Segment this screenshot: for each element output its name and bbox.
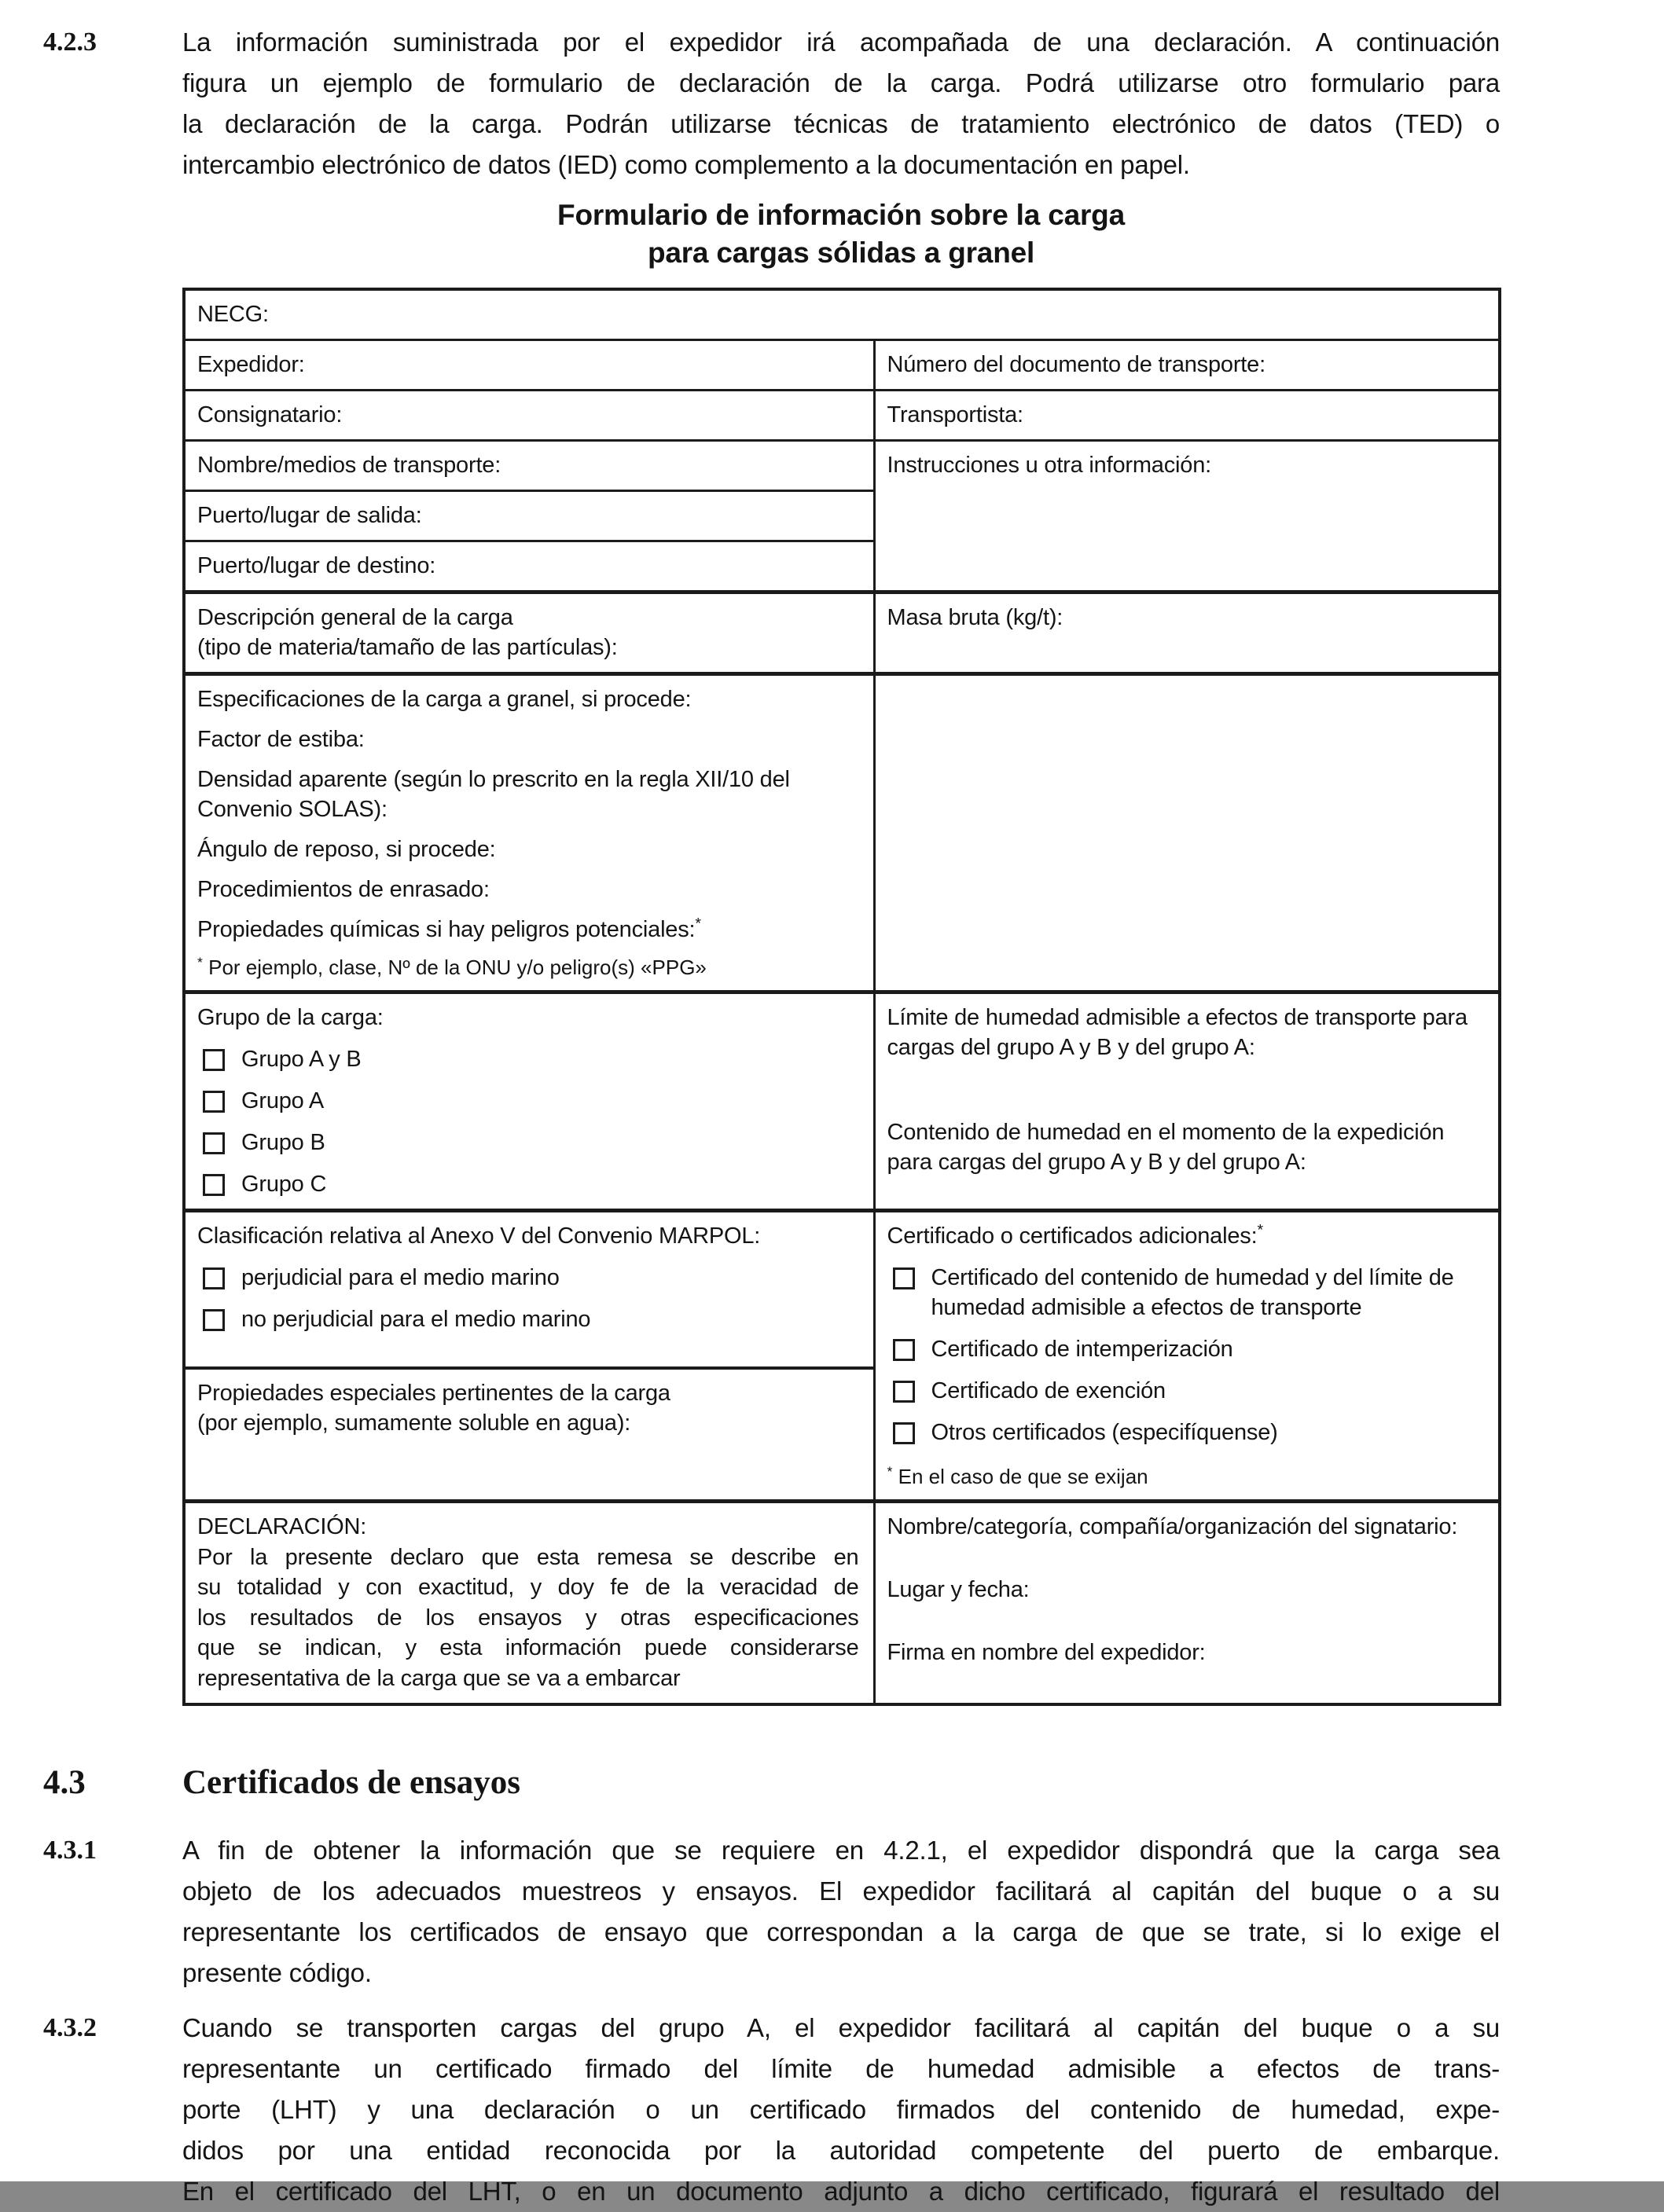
text-line: la declaración de la carga. Podrán utilizarse técnicas de tratamiento electrónico de datos (TED) o	[182, 109, 1500, 138]
declaracion-titulo: DECLARACIÓN:	[197, 1514, 367, 1539]
checkbox-label: no perjudicial para el medio marino	[241, 1307, 591, 1332]
text-line: figura un ejemplo de formulario de declaración de la carga. Podrá utilizarse otro formulario para	[182, 68, 1500, 97]
densidad-aparente: Densidad aparente (según lo prescrito en la regla XII/10 del Convenio SOLAS):	[197, 767, 790, 822]
checkbox-icon	[893, 1267, 915, 1289]
grupo-option	[197, 1169, 859, 1199]
expedidor-cell: Expedidor:	[184, 340, 874, 391]
checkbox-label: Grupo A y B	[241, 1047, 362, 1072]
limite-humedad: Límite de humedad admisible a efectos de transporte para cargas del grupo A y B y del grupo A:	[887, 1005, 1467, 1060]
firma-cell	[874, 1502, 1500, 1705]
text-line: Cuando se transporten cargas del grupo A, el expedidor facilitará al capitán del buque o a su	[182, 2013, 1500, 2042]
row-expedidor	[184, 340, 1500, 391]
text-line: intercambio electrónico de datos (IED) como complemento a la documentación en papel.	[182, 150, 1190, 179]
checkbox-label: Certificado de exención	[931, 1378, 1166, 1403]
contenido-humedad: Contenido de humedad en el momento de la expedición para cargas del grupo A y B y del grupo A:	[887, 1120, 1445, 1175]
paragraph-4-2-3	[43, 22, 1500, 185]
text-line: objeto de los adecuados muestreos y ensayos. El expedidor facilitará al capitán del buque o a su	[182, 1876, 1500, 1906]
cargo-information-form	[182, 288, 1501, 1706]
row-grupo	[184, 992, 1500, 1211]
declaracion-line: representativa de la carga que se va a embarcar	[197, 1665, 681, 1691]
marpol-option	[197, 1304, 859, 1334]
text-line: porte (LHT) y una declaración o un certificado firmados del contenido de humedad, expe-	[182, 2095, 1500, 2124]
firma-nombre: Nombre/categoría, compañía/organización del signatario:	[887, 1514, 1458, 1539]
checkbox-icon	[203, 1309, 225, 1331]
propiedades-cell	[184, 1368, 874, 1502]
grupo-option	[197, 1128, 859, 1157]
section-title: Certificados de ensayos	[182, 1764, 520, 1801]
certificados-footnote: * En el caso de que se exijan	[887, 1463, 1148, 1488]
paragraph-4-3-1	[43, 1830, 1500, 1994]
checkbox-label: Grupo A	[241, 1088, 324, 1113]
row-declaracion	[184, 1502, 1500, 1705]
descripcion-line2: (tipo de materia/tamaño de las partículas):	[197, 635, 618, 660]
certificados-cell	[874, 1211, 1500, 1502]
checkbox-icon	[203, 1267, 225, 1289]
firma-lugar: Lugar y fecha:	[887, 1577, 1030, 1602]
checkbox-icon	[203, 1091, 225, 1113]
declaracion-line: su totalidad y con exactitud, y doy fe de la veracidad de	[197, 1575, 859, 1600]
paragraph-number: 4.3.1	[43, 1836, 97, 1865]
declaracion-line: que se indican, y esta información puede considerarse	[197, 1635, 859, 1660]
checkbox-icon	[203, 1049, 225, 1071]
text-line: La información suministrada por el expedidor irá acompañada de una declaración. A continuación	[182, 28, 1500, 57]
procedimientos-enrasado: Procedimientos de enrasado:	[197, 877, 490, 902]
text-line: didos por una entidad reconocida por la autoridad competente del puerto de embarque.	[182, 2136, 1500, 2165]
grupo-option	[197, 1086, 859, 1116]
form-title-line2: para cargas sólidas a granel	[647, 237, 1035, 269]
especificaciones-cell	[184, 674, 874, 992]
text-line: A fin de obtener la información que se requiere en 4.2.1, el expedidor dispondrá que la carga sea	[182, 1836, 1500, 1865]
certificado-option	[887, 1334, 1485, 1364]
paragraph-number: 4.3.2	[43, 2013, 97, 2042]
checkbox-icon	[893, 1422, 915, 1444]
firma-firma: Firma en nombre del expedidor:	[887, 1640, 1206, 1665]
descripcion-line1: Descripción general de la carga	[197, 605, 513, 630]
certificado-option	[887, 1418, 1485, 1447]
grupo-cell	[184, 992, 874, 1211]
factor-estiba: Factor de estiba:	[197, 727, 365, 752]
text-line: En el certificado del LHT, o en un documento adjunto a dicho certificado, figurará el resultado del	[182, 2177, 1500, 2206]
humedad-cell	[874, 992, 1500, 1211]
transportista-cell: Transportista:	[874, 391, 1500, 441]
asterisk: *	[1257, 1221, 1263, 1239]
checkbox-label: Grupo B	[241, 1130, 325, 1155]
row-nombre-medios	[184, 441, 1500, 491]
propiedades-quimicas: Propiedades químicas si hay peligros potenciales:*	[197, 915, 701, 942]
row-especificaciones	[184, 674, 1500, 992]
checkbox-icon	[893, 1381, 915, 1403]
espec-empty-cell	[874, 674, 1500, 992]
row-necg	[184, 289, 1500, 340]
checkbox-label: Otros certificados (especifíquense)	[931, 1420, 1278, 1445]
paragraph-text	[182, 2008, 1500, 2212]
section-4-3-heading	[43, 1763, 1500, 1803]
marpol-cell	[184, 1211, 874, 1368]
certificado-option	[887, 1263, 1485, 1322]
asterisk: *	[197, 954, 203, 970]
asterisk: *	[887, 1463, 893, 1480]
checkbox-label: perjudicial para el medio marino	[241, 1265, 560, 1290]
checkbox-label: Certificado de intemperización	[931, 1337, 1233, 1362]
row-consignatario	[184, 391, 1500, 441]
propiedades-line1: Propiedades especiales pertinentes de la carga	[197, 1380, 670, 1406]
row-descripcion	[184, 592, 1500, 674]
form-title	[182, 196, 1500, 272]
declaracion-cell	[184, 1502, 874, 1705]
propiedades-line2: (por ejemplo, sumamente soluble en agua):	[197, 1410, 631, 1436]
checkbox-icon	[203, 1132, 225, 1154]
angulo-reposo: Ángulo de reposo, si procede:	[197, 837, 496, 862]
paragraph-4-3-2	[43, 2008, 1500, 2212]
espec-footnote: * Por ejemplo, clase, Nº de la ONU y/o peligro(s) «PPG»	[197, 954, 707, 979]
paragraph-number: 4.2.3	[43, 28, 97, 57]
checkbox-icon	[893, 1339, 915, 1361]
checkbox-icon	[203, 1174, 225, 1196]
consignatario-cell: Consignatario:	[184, 391, 874, 441]
puerto-destino-cell: Puerto/lugar de destino:	[184, 541, 874, 592]
paragraph-text	[182, 1830, 1500, 1994]
masa-bruta-cell: Masa bruta (kg/t):	[874, 592, 1500, 674]
form-title-line1: Formulario de información sobre la carga	[557, 199, 1125, 231]
checkbox-label: Certificado del contenido de humedad y del límite de humedad admisible a efectos de transporte	[931, 1265, 1454, 1320]
grupo-titulo: Grupo de la carga:	[197, 1005, 384, 1030]
text-line: presente código.	[182, 1958, 372, 1987]
section-number: 4.3	[43, 1764, 86, 1801]
asterisk: *	[695, 915, 701, 933]
descripcion-cell	[184, 592, 874, 674]
marpol-titulo: Clasificación relativa al Anexo V del Convenio MARPOL:	[197, 1223, 761, 1249]
text-line: representante un certificado firmado del límite de humedad admisible a efectos de trans-	[182, 2054, 1500, 2083]
certificado-option	[887, 1376, 1485, 1406]
declaracion-block	[197, 1512, 859, 1693]
puerto-salida-cell: Puerto/lugar de salida:	[184, 491, 874, 541]
numero-documento-cell: Número del documento de transporte:	[874, 340, 1500, 391]
necg-cell: NECG:	[197, 302, 269, 327]
espec-titulo: Especificaciones de la carga a granel, si procede:	[197, 687, 692, 712]
checkbox-label: Grupo C	[241, 1172, 327, 1197]
grupo-option	[197, 1044, 859, 1074]
instrucciones-cell: Instrucciones u otra información:	[874, 441, 1500, 592]
row-marpol	[184, 1211, 1500, 1368]
marpol-option	[197, 1263, 859, 1293]
declaracion-line: Por la presente declaro que esta remesa se describe en	[197, 1544, 859, 1570]
paragraph-text	[182, 22, 1500, 185]
nombre-medios-cell: Nombre/medios de transporte:	[184, 441, 874, 491]
text-line: representante los certificados de ensayo que correspondan a la carga de que se trate, si lo exige el	[182, 1917, 1500, 1946]
certificados-titulo: Certificado o certificados adicionales:*	[887, 1221, 1263, 1249]
declaracion-line: los resultados de los ensayos y otras especificaciones	[197, 1605, 859, 1631]
